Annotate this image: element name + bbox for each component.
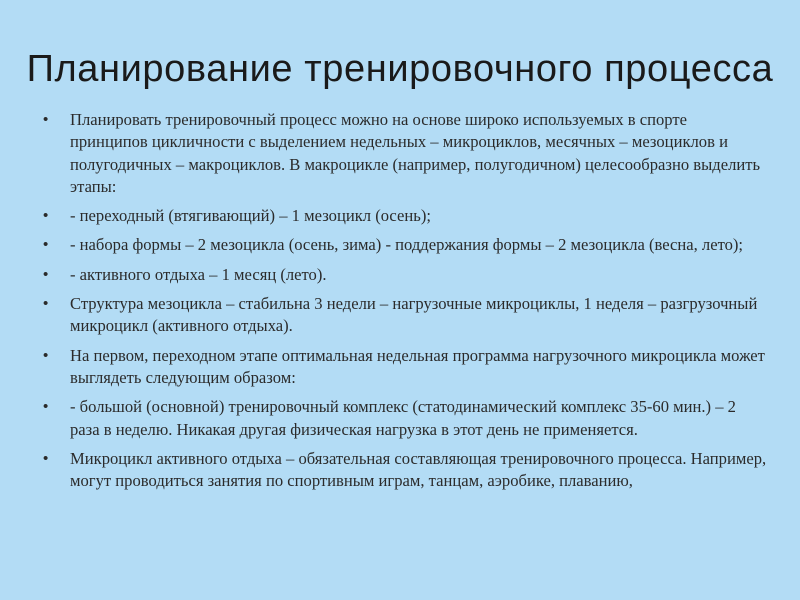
- bullet-marker: •: [43, 346, 49, 364]
- bullet-text: Микроцикл активного отдыха – обязательная составляющая тренировочного процесса. Например, могут проводиться занятия по спортивным играм, танцам, аэробике, плаванию,: [70, 448, 767, 491]
- bullet-marker: •: [43, 265, 49, 283]
- bullet-marker: •: [43, 398, 49, 416]
- bullet-marker: •: [43, 236, 49, 254]
- bullet-text: - большой (основной) тренировочный комплекс (статодинамический комплекс 35-60 мин.) – 2 раза в неделю. Никакая другая физическая нагрузка в этот день не применяется.: [70, 397, 736, 439]
- bullet-item: [38, 293, 768, 338]
- bullet-text: Структура мезоцикла – стабильна 3 недели – нагрузочные микроциклы, 1 неделя – разгрузочный микроцикл (активного отдыха).: [70, 294, 758, 336]
- bullet-item: [38, 264, 768, 286]
- bullet-marker: •: [43, 449, 49, 467]
- bullet-text: - переходный (втягивающий) – 1 мезоцикл (осень);: [70, 206, 431, 226]
- bullet-text: На первом, переходном этапе оптимальная недельная программа нагрузочного микроцикла может выглядеть следующим образом:: [70, 345, 765, 387]
- bullet-marker: •: [43, 111, 49, 128]
- bullet-list: [38, 109, 768, 499]
- bullet-marker: •: [43, 295, 49, 313]
- bullet-item: [38, 234, 768, 256]
- bullet-text: Планировать тренировочный процесс можно на основе широко используемых в спорте принципов цикличности с выделением недельных – микроциклов, месячных – мезоциклов и полугодичных – макроциклов. В макроцикле (например, полугодичном) целесообразно выделить этапы:: [70, 110, 761, 196]
- bullet-item: [38, 448, 768, 493]
- bullet-item: [38, 109, 768, 198]
- bullet-item: [38, 345, 768, 390]
- bullet-text: - активного отдыха – 1 месяц (лето).: [70, 264, 327, 284]
- bullet-item: [38, 205, 768, 227]
- bullet-text: - набора формы – 2 мезоцикла (осень, зима) - поддержания формы – 2 мезоцикла (весна, лето);: [70, 235, 744, 255]
- bullet-item: [38, 396, 768, 441]
- bullet-marker: •: [43, 207, 49, 225]
- slide-title: Планирование тренировочного процесса: [26, 48, 774, 90]
